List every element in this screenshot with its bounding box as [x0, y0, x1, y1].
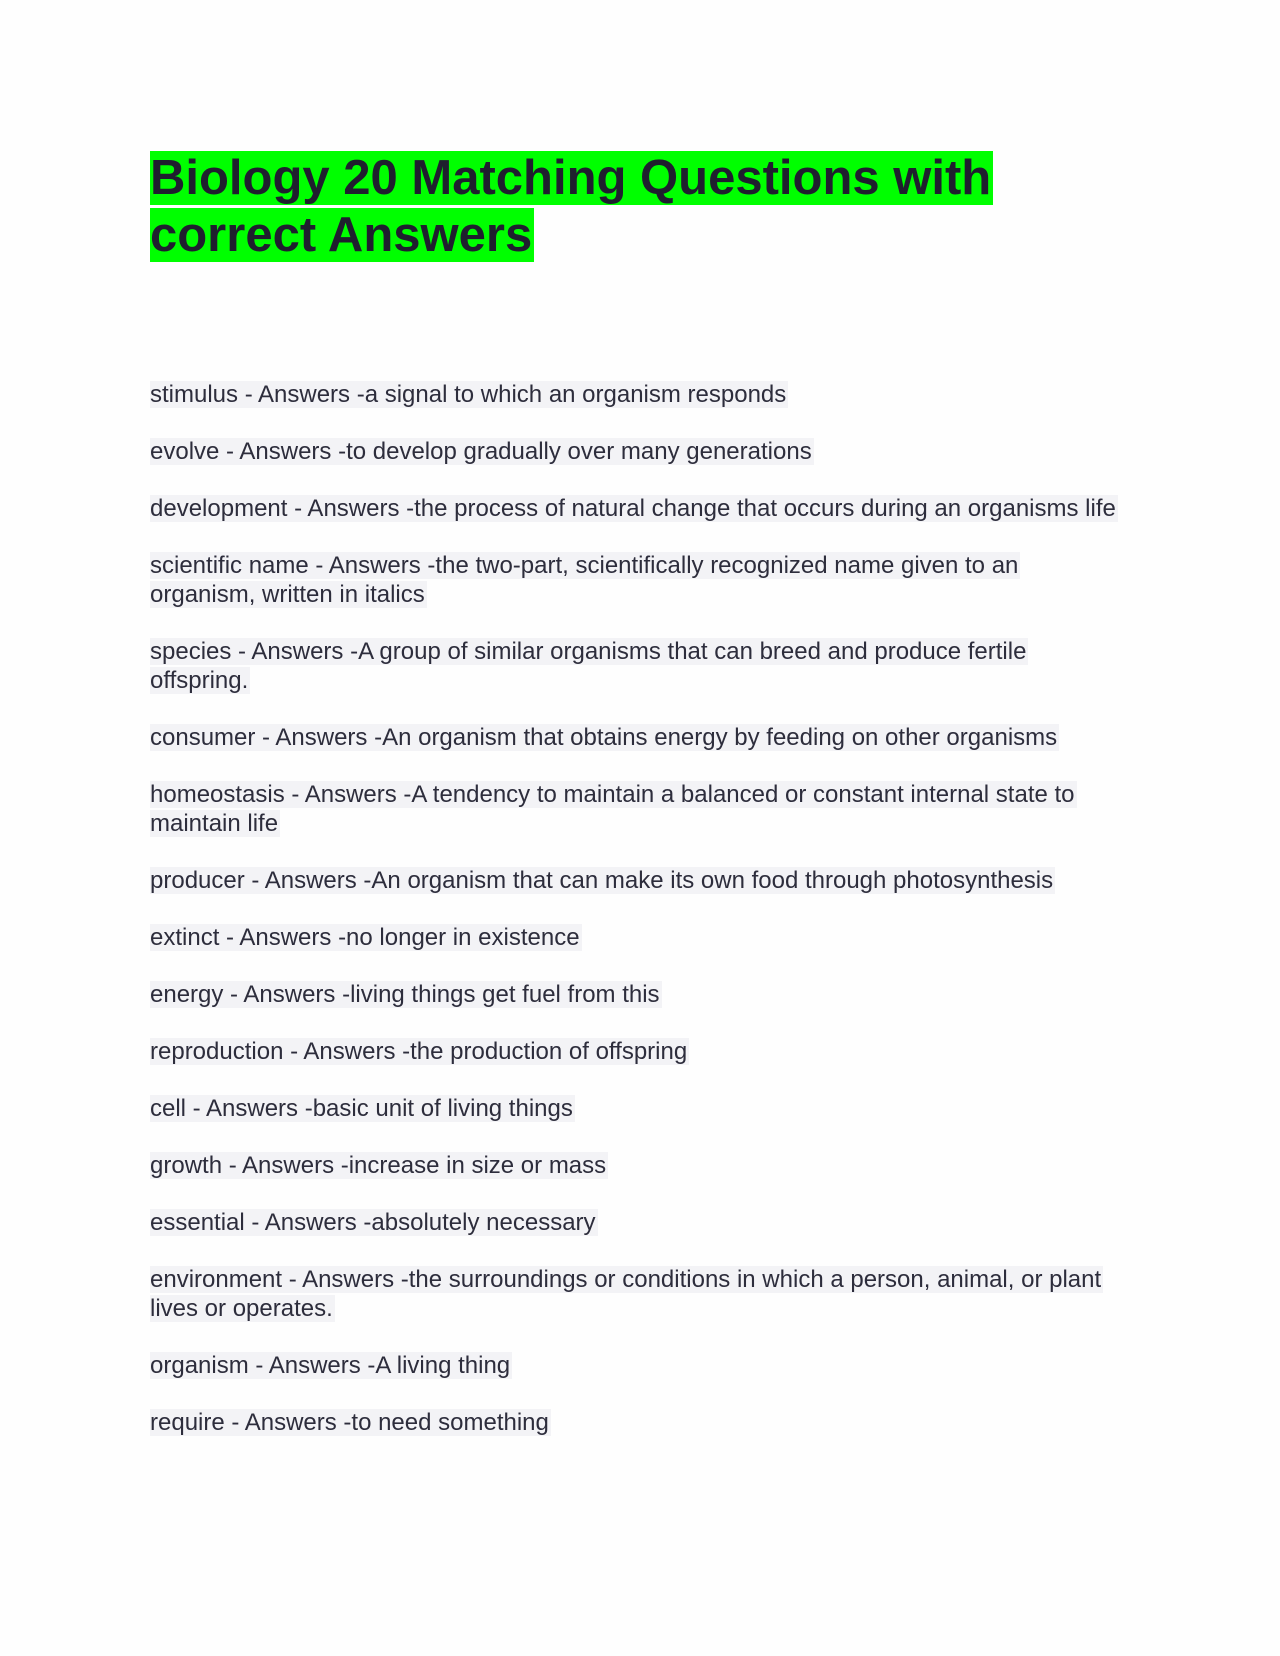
answer-entry-text: consumer - Answers -An organism that obtains energy by feeding on other organisms — [150, 724, 1058, 751]
answer-entry — [150, 380, 1130, 409]
answer-entry-text: essential - Answers -absolutely necessary — [150, 1209, 596, 1236]
answer-entry — [150, 923, 1130, 952]
answer-entry-text: cell - Answers -basic unit of living things — [150, 1095, 573, 1122]
answer-entry — [150, 551, 1130, 609]
answer-entry — [150, 1151, 1130, 1180]
answer-entry-text: scientific name - Answers -the two-part, scientifically recognized name given to an organism, written in italics — [150, 552, 1019, 608]
answer-entry — [150, 723, 1130, 752]
answer-entry — [150, 980, 1130, 1009]
answer-entry — [150, 1265, 1130, 1323]
answer-entry-text: energy - Answers -living things get fuel from this — [150, 981, 660, 1008]
answer-entry-text: species - Answers -A group of similar organisms that can breed and produce fertile offspring. — [150, 638, 1027, 694]
answer-list — [150, 380, 1130, 1465]
answer-entry-text: extinct - Answers -no longer in existence — [150, 924, 580, 951]
answer-entry — [150, 437, 1130, 466]
answer-entry — [150, 1037, 1130, 1066]
answer-entry-text: homeostasis - Answers -A tendency to maintain a balanced or constant internal state to maintain life — [150, 781, 1075, 837]
answer-entry — [150, 1094, 1130, 1123]
answer-entry-text: require - Answers -to need something — [150, 1409, 549, 1436]
answer-entry — [150, 1208, 1130, 1237]
document-title-text: Biology 20 Matching Questions with correct Answers — [150, 151, 992, 262]
answer-entry-text: stimulus - Answers -a signal to which an organism responds — [150, 381, 787, 408]
answer-entry-text: evolve - Answers -to develop gradually over many generations — [150, 438, 812, 465]
answer-entry — [150, 866, 1130, 895]
answer-entry-text: environment - Answers -the surroundings or conditions in which a person, animal, or plant lives or operates. — [150, 1266, 1102, 1322]
answer-entry — [150, 494, 1130, 523]
document-title — [150, 150, 1150, 264]
answer-entry-text: reproduction - Answers -the production of offspring — [150, 1038, 688, 1065]
answer-entry — [150, 637, 1130, 695]
answer-entry-text: organism - Answers -A living thing — [150, 1352, 511, 1379]
answer-entry — [150, 1351, 1130, 1380]
answer-entry-text: development - Answers -the process of natural change that occurs during an organisms life — [150, 495, 1116, 522]
answer-entry-text: growth - Answers -increase in size or mass — [150, 1152, 607, 1179]
answer-entry — [150, 780, 1130, 838]
answer-entry-text: producer - Answers -An organism that can make its own food through photosynthesis — [150, 867, 1054, 894]
answer-entry — [150, 1408, 1130, 1437]
